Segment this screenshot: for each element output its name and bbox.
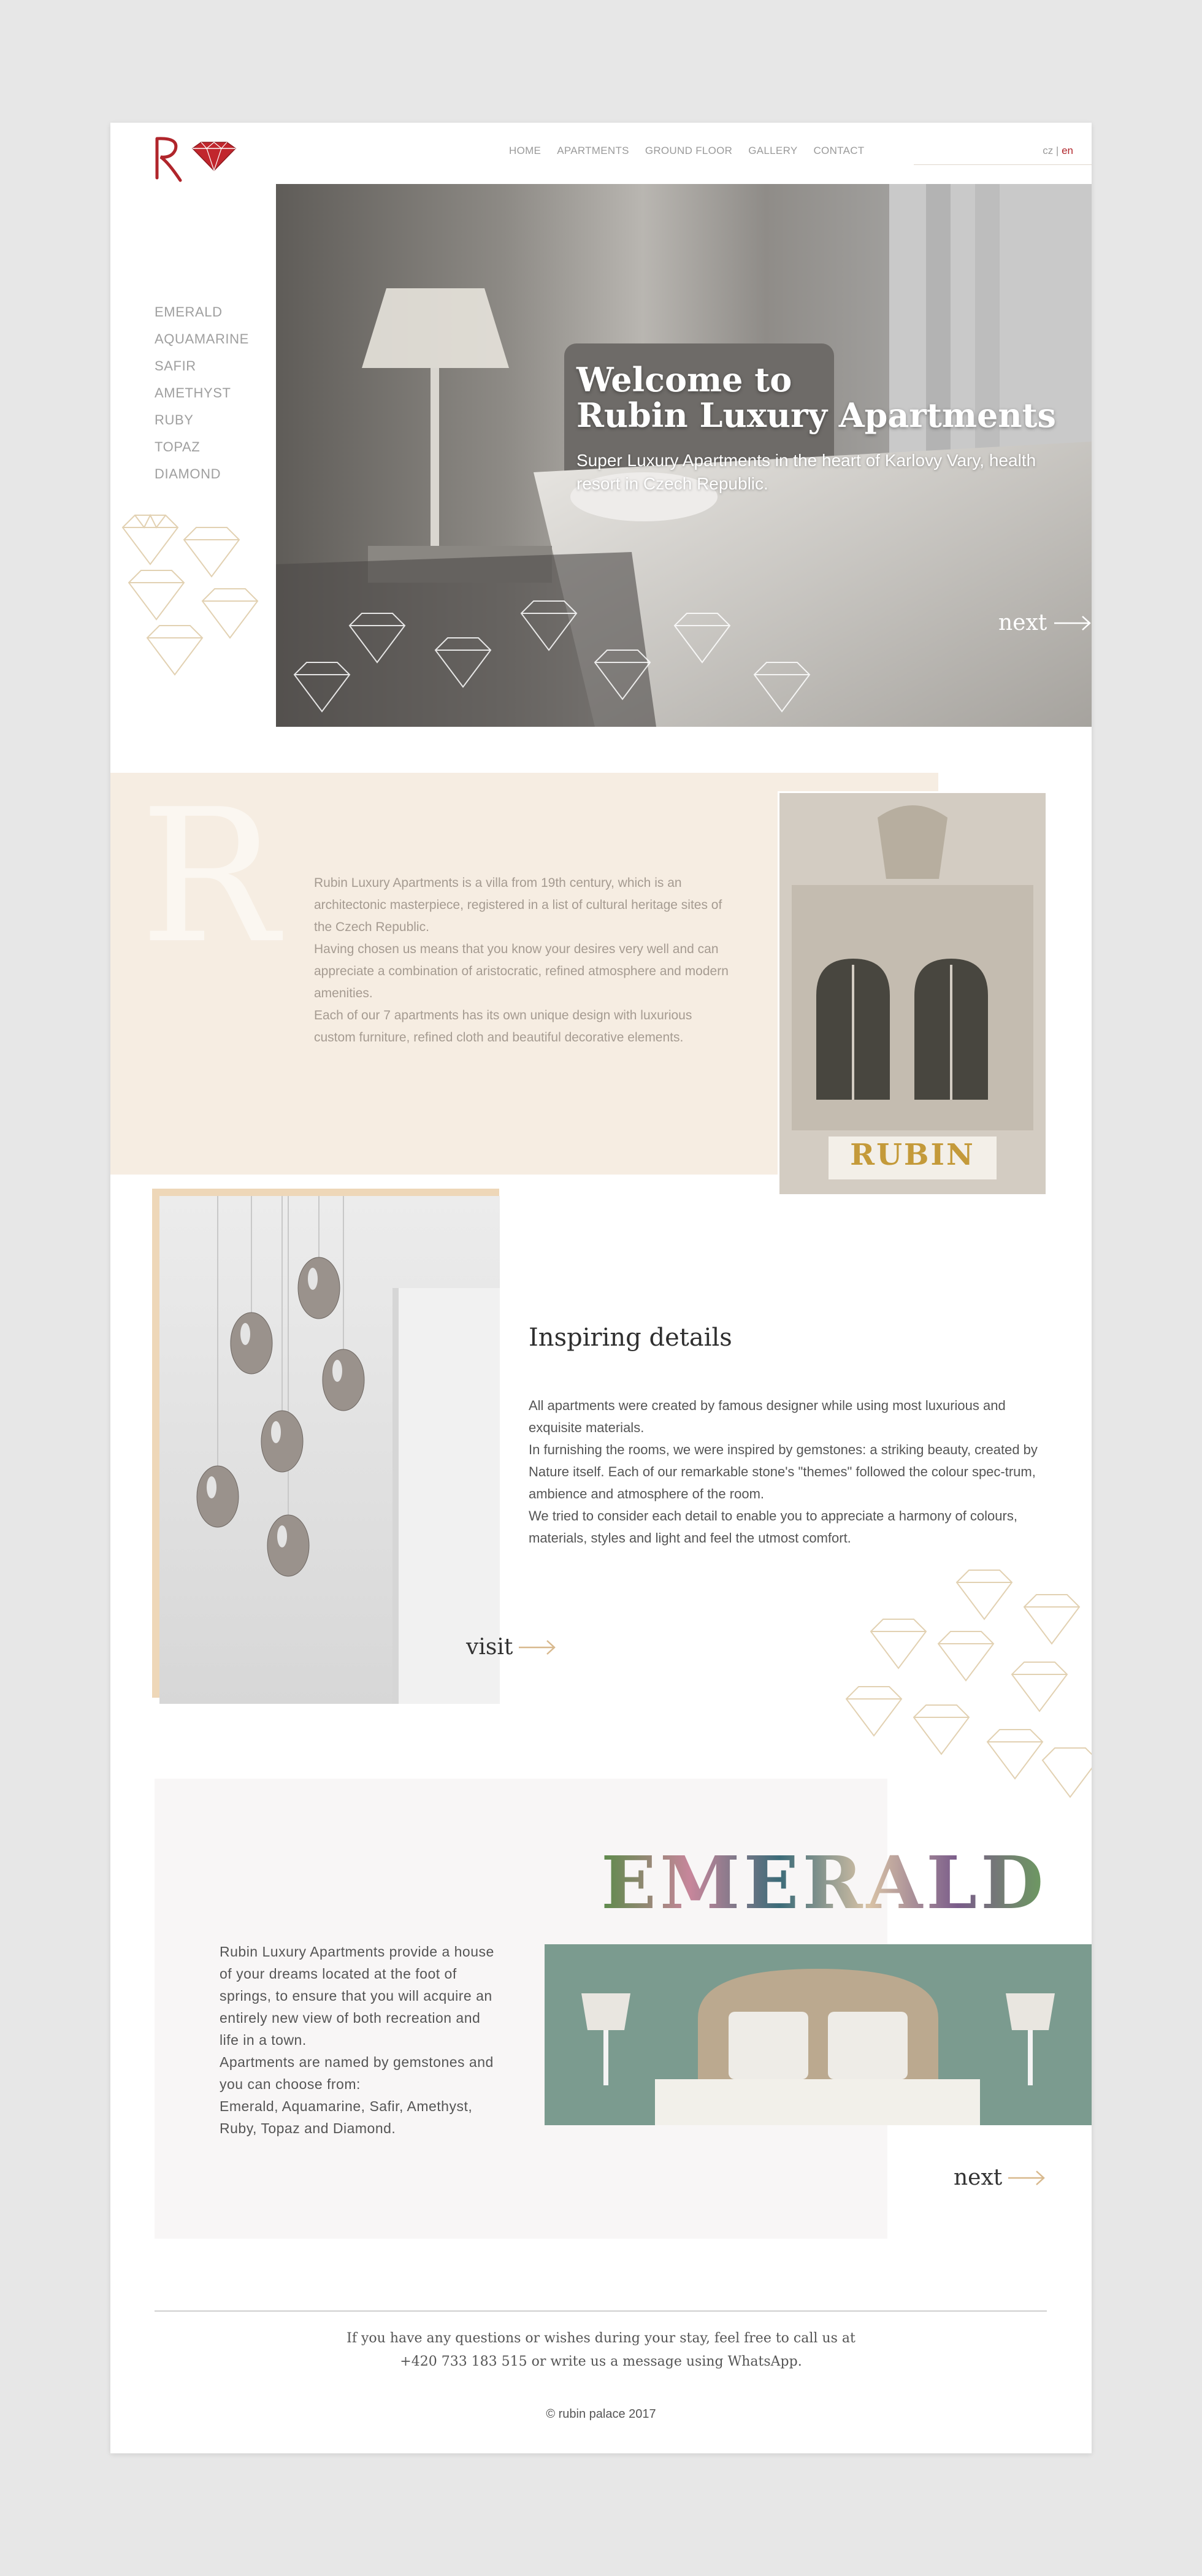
hero-next-label: next — [998, 610, 1047, 635]
side-item-topaz[interactable]: TOPAZ — [155, 439, 201, 454]
nav-home[interactable]: HOME — [509, 145, 542, 156]
pendant-lamps-photo — [159, 1196, 500, 1704]
hero-subtitle: Super Luxury Apartments in the heart of Karlovy Vary, health resort in Czech Republic. — [576, 451, 1036, 493]
footer-divider — [155, 2310, 1047, 2312]
side-menu — [155, 304, 249, 493]
nav-ground-floor[interactable]: GROUND FLOOR — [645, 145, 733, 156]
building-photo — [778, 791, 1047, 1196]
lang-en[interactable]: en — [1062, 145, 1073, 156]
hero-title-line1: Welcome to — [576, 360, 792, 399]
ruby-logo-icon — [155, 135, 247, 184]
side-item-safir[interactable]: SAFIR — [155, 358, 196, 374]
pendant-lamps-icon — [159, 1196, 500, 1704]
apartment-name: EMERALD — [601, 1840, 1047, 1925]
rubin-sign: RUBIN — [850, 1138, 975, 1172]
lang-cz[interactable]: cz — [1043, 145, 1054, 156]
visit-label: visit — [466, 1635, 513, 1660]
apartments-next-link[interactable] — [954, 2165, 1046, 2190]
building-facade-icon — [779, 793, 1046, 1194]
diamond-pattern-icon — [110, 503, 294, 687]
inspiring-text: All apartments were created by famous designer while using most luxurious and exquisite materials. In furnishing the rooms, we were inspired by gemstones: a striking beauty, created by Nature itself. Each of our remarkable stone's "themes" followed the colour spec-trum, ambience and atmosphere of the room. We tried to consider each detail to enable you to appreciate a harmony of colours, materials, styles and light and feel the utmost comfort. — [529, 1398, 1038, 1546]
hero-image — [276, 184, 1092, 727]
inspiring-title: Inspiring details — [529, 1324, 732, 1352]
apartments-text: Rubin Luxury Apartments provide a house of your dreams located at the foot of springs, to ensure that you will acquire an entirely new view of both recreation and life in a town. Apartments are named by gemstones and you can choose from: Emerald, Aquamarine, Safir, Amethyst, Ruby, Topaz and Diamond. — [220, 1944, 494, 2136]
about-big-letter: R — [140, 770, 278, 984]
arrow-right-icon — [1008, 2170, 1046, 2186]
side-item-aquamarine[interactable]: AQUAMARINE — [155, 331, 249, 347]
side-item-amethyst[interactable]: AMETHYST — [155, 385, 231, 401]
side-item-diamond[interactable]: DIAMOND — [155, 466, 221, 481]
hero-title — [576, 362, 1056, 433]
nav-gallery[interactable]: GALLERY — [748, 145, 798, 156]
footer-line2: +420 733 183 515 or write us a message using WhatsApp. — [400, 2354, 802, 2369]
lang-separator: | — [1055, 145, 1059, 156]
arrow-right-icon — [1054, 615, 1092, 631]
logo[interactable] — [155, 135, 247, 184]
side-item-ruby[interactable]: RUBY — [155, 412, 194, 427]
hero-next-link[interactable] — [998, 610, 1092, 635]
emerald-bedroom-icon — [545, 1944, 1092, 2125]
nav-contact[interactable]: CONTACT — [813, 145, 865, 156]
main-nav — [509, 145, 864, 157]
apartments-next-label: next — [954, 2165, 1003, 2190]
header-divider — [914, 164, 1092, 165]
side-item-emerald[interactable]: EMERALD — [155, 304, 223, 320]
footer-line1: If you have any questions or wishes during your stay, feel free to call us at — [346, 2331, 856, 2346]
arrow-right-icon — [519, 1639, 557, 1655]
visit-link[interactable] — [466, 1635, 557, 1660]
copyright: © rubin palace 2017 — [546, 2407, 656, 2421]
nav-apartments[interactable]: APARTMENTS — [557, 145, 629, 156]
footer-contact — [110, 2327, 1092, 2374]
page — [110, 123, 1092, 2453]
language-switch — [1043, 145, 1073, 157]
diamond-pattern-icon — [834, 1558, 1092, 1815]
hero-title-line2: Rubin Luxury Apartments — [576, 396, 1056, 435]
about-text: Rubin Luxury Apartments is a villa from 19th century, which is an architectonic masterpiece, registered in a list of cultural heritage sites of the Czech Republic. Having chosen us means that you know your desires very well and can appreciate a combination of aristocratic, refined atmosphere and modern amenities. Each of our 7 apartments has its own unique design with luxurious custom furniture, refined cloth and beautiful decorative elements. — [314, 876, 729, 1045]
emerald-bedroom-photo — [545, 1944, 1092, 2125]
